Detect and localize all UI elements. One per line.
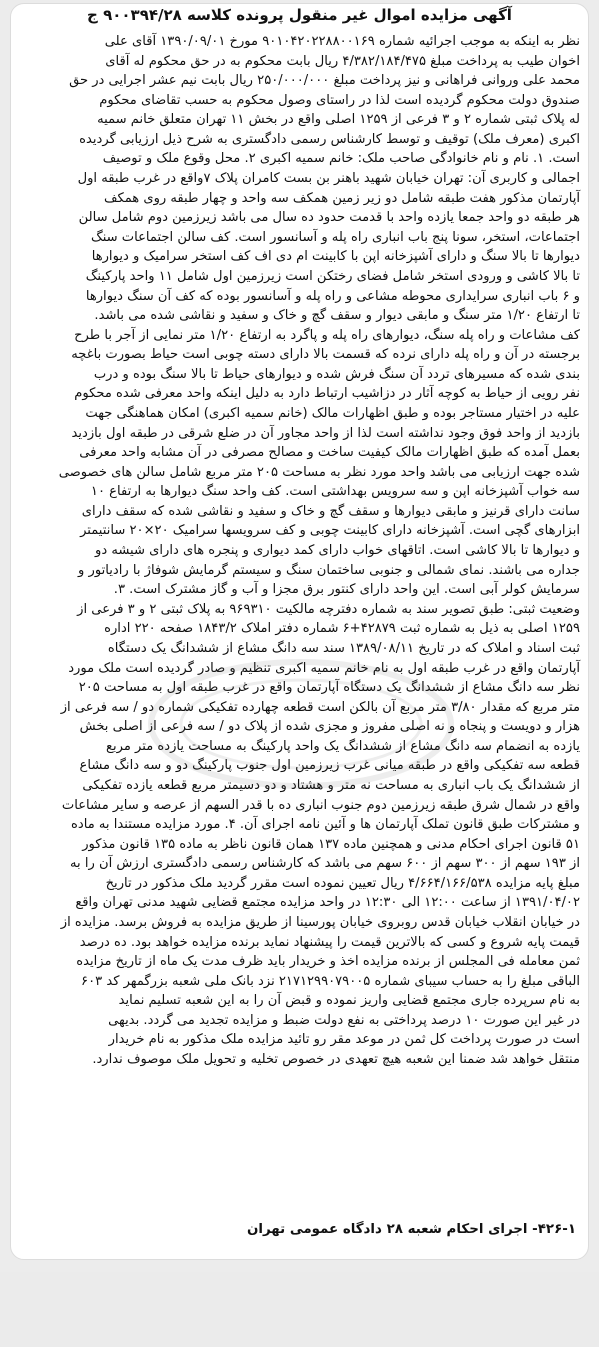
notice-line: برجسته در آن و راه پله دارای نرده که قسمت بالا دارای دسته چوبی است حیاط بصورت باغچه <box>71 347 580 363</box>
notice-line: نفر رویی از حیاط به کوچه آثار در دزاشیب ارتباط دارد به دلیل اینکه واحد معرفی شده محکوم <box>74 386 580 402</box>
notice-line: و مشترکات طبق قانون تملک آپارتمان ها و آئین نامه اجرای آن. ۴. مورد مزایده مستندا به ماده <box>71 817 580 833</box>
notice-line: و دیوارها تا بالا کاشی است. اتاقهای خواب دارای کمد دیواری و پنجره های دارای شیشه دو <box>95 543 580 559</box>
notice-line: ابزارهای گچی است. آشپزخانه دارای کابینت چوبی و کف سرویسها سرامیک ۲۰×۲۰ سانتیمتر <box>80 523 580 539</box>
notice-line: هزار و دویست و پنجاه و نه اصلی مفروز و مجزی شده از پلاک دو / سه فرعی از اصلی بخش <box>79 719 580 735</box>
notice-line: است در صورت پرداخت کل ثمن در موعد مقر رو تائید مزایده ملک مذکور به نام خریدار <box>108 1032 580 1048</box>
notice-line: ثبت اسناد و املاک که در تاریخ ۱۳۸۹/۰۸/۱۱ سند سه دانگ مشاع از ششدانگ یک دستگاه <box>107 640 580 656</box>
notice-body <box>19 32 580 1070</box>
notice-line: در خیابان انقلاب خیابان قدس روبروی خیابان پورسینا از طریق مزایده به فروش برسد. مزایده از <box>60 915 580 931</box>
auction-notice-card <box>10 3 589 1260</box>
notice-line: صندوق دولت محکوم گردیده است لذا در راستای وصول محکوم به حسب تقاضای محکوم <box>99 92 580 108</box>
notice-line: قطعه سه تفکیکی واقع در طبقه میانی غرب زیرزمین اول جنوب پارکینگ دو و سه دانگ مشاع <box>79 758 580 774</box>
notice-line: شده جهت ارزیابی می باشد واحد مورد نظر به مساحت ۲۰۵ متر مربع شامل سالن های خصوصی <box>58 464 580 480</box>
notice-line: به نام سرپرده جاری مجتمع قضایی واریز نموده و قبض آن را به این شعبه تسلیم نماید <box>118 993 580 1009</box>
notice-line: له پلاک ثبتی شماره ۲ و ۳ فرعی از ۱۲۵۹ اصلی واقع در بخش ۱۱ تهران متعلق خانم سمیه <box>97 112 580 128</box>
notice-line: نظر به اینکه به موجب اجرائیه شماره ۹۰۱۰۴۲۰۲۲۸۸۰۰۱۶۹ مورخ ۱۳۹۰/۰۹/۰۱ آقای علی <box>104 34 580 49</box>
notice-line: اجمالی و کاربری آن: تهران خیابان شهید باهنر بن بست کامران پلاک ۷واقع در غرب طبقه اول <box>77 171 580 187</box>
notice-line: اجتماعات، استخر، سونا پنج باب انباری راه پله و آسانسور است. کف سالن اجتماعات سنگ <box>90 229 580 245</box>
bottom-margin <box>0 1272 599 1347</box>
notice-line: سانت دارای قرنیز و مابقی دیوارها و سقف گچ و خاک و سفید و نقاشی شده که سقف دارای <box>81 503 580 519</box>
notice-line: نظر سه دانگ مشاع از ششدانگ یک دستگاه آپارتمان واقع در غرب طبقه اول به مساحت ۲۰۵ <box>78 680 580 696</box>
notice-line: متر مربع که مقدار ۳/۸۰ متر مربع آن بالکن است قطعه چهارده تفکیکی شماره دو / سه فرعی از <box>60 699 580 715</box>
notice-line: کف مشاعات و راه پله سنگ، دیوارهای راه پله و پاگرد به ارتفاع ۱/۲۰ متر نمایی از آجر با طرح <box>74 327 580 343</box>
notice-line: بازدید از واحد فوق وجود نداشته است لذا از واحد مجاور آن در ضلع شرقی در طبقه اول بازدید <box>71 425 580 441</box>
notice-line: اخوان طیب به پرداخت مبلغ ۴/۳۸۲/۱۸۴/۴۷۵ ریال بابت محکوم به در حق محکوم له آقای <box>105 53 580 69</box>
notice-line: سه خواب آشپزخانه اپن و سه سرویس بهداشتی است. کف واحد سنگ دیوارها به ارتفاع ۱۰ <box>90 484 580 500</box>
notice-line: مبلغ پایه مزایده ۴/۶۶۴/۱۶۶/۵۳۸ ریال تعیین نموده است مقرر گردید ملک مذکور در تاریخ <box>105 875 580 891</box>
notice-line: ۵۱ قانون اجرای احکام مدنی و همچنین ماده ۱۳۷ همان قانون ناظر به ماده ۱۳۵ قانون مذکور <box>82 836 580 852</box>
notice-line: از ۱۹۳ سهم از ۳۰۰ سهم از ۶۰۰ سهم می باشد که کارشناس رسمی دادگستری ارزش آن را به <box>70 856 580 872</box>
notice-title: آگهی مزایده اموال غیر منقول پرونده کلاسه ۹۰۰۳۹۴/۲۸ ج <box>87 6 512 24</box>
notice-line: است. ۱. نام و نام خانوادگی صاحب ملک: خانم سمیه اکبری ۲. محل وقوع ملک و توصیف <box>102 151 580 167</box>
notice-line: از ششدانگ یک باب انباری به مساحت نه متر و هشتاد و دو دسیمتر مربع قطعه یازده تفکیکی <box>82 777 580 793</box>
notice-line: آپارتمان مذکور هفت طبقه شامل دو زیر زمین همکف سه واحد و چهار طبقه روی همکف <box>103 190 580 206</box>
notice-line: واقع در شمال شرق طبقه زیرزمین دوم جنوب انباری ده با قدر السهم از عرصه و سایر مشاعات <box>61 797 580 813</box>
notice-line: ۱۲۵۹ اصلی به ذیل به شماره ثبت ۴۲۸۷۹+۶ شماره دفتر املاک ۱۸۴۳/۲ صفحه ۲۲۰ اداره <box>104 621 580 637</box>
notice-line: محمد علی وروانی فراهانی و نیز پرداخت مبلغ ۲۵۰/۰۰۰/۰۰۰ ریال بابت نیم عشر اجرایی در حق <box>69 73 580 89</box>
notice-line: الباقی مبلغ را به حساب سیبای شماره ۲۱۷۱۲۹۹۰۷۹۰۰۵ نزد بانک ملی شعبه بزرگمهر کد ۶۰۳ <box>81 973 580 989</box>
notice-line: بندی شده که مسیرهای تردد آن سنگ فرش شده و دیوارهای حیاط تا بالا سنگ بوده و درب <box>93 366 580 382</box>
notice-line: دیوارها تا بالا سنگ و دارای آشپزخانه اپن با کابینت ام دی اف کف استخر سرامیک و دیوارها <box>91 249 580 265</box>
notice-line: ثمن معامله فی المجلس از برنده مزایده اخذ و خریدار باید ظرف مدت یک ماه از تاریخ مزایده <box>76 954 580 970</box>
notice-line: جداره می باشند. نمای شمالی و جنوبی ساختمان سنگ و سیستم گرمایش شوفاژ با رادیاتور و <box>78 562 580 578</box>
notice-line: سرمایش کولر آبی است. این واحد دارای کنتور برق مجزا و آب و گاز مشترک است. ۳. <box>113 582 580 598</box>
notice-line: هر طبقه دو واحد جمعا یازده واحد با قدمت حدود ده سال می باشد زیرزمین دوم شامل سالن <box>78 210 580 226</box>
notice-line: و ۶ باب انباری سرایداری محوطه مشاعی و راه پله و آسانسور بوده که کف آن سنگ دیوارها <box>85 288 580 304</box>
notice-line: تا بالا کاشی و ورودی استخر شامل فضای رختکن است زیرزمین اول شامل ۱۱ واحد پارکینگ <box>85 268 580 284</box>
notice-line: وضعیت ثبتی: طبق تصویر سند به شماره دفترچه مالکیت ۹۶۹۳۱۰ به پلاک ثبتی ۲ و ۳ فرعی از <box>77 601 580 617</box>
notice-line: ۱۳۹۱/۰۴/۰۲ از ساعت ۱۲:۰۰ الی ۱۲:۳۰ در واحد مزایده مجتمع قضایی شهید مدنی تهران واقع <box>75 895 580 911</box>
notice-line: تا ارتفاع ۱/۲۰ متر سنگ و مابقی دیوار و سقف گچ و خاک و سفید و نقاشی شده می باشد. <box>94 308 580 324</box>
notice-line: منتقل خواهد شد ضمنا این شعبه هیچ تعهدی در خصوص تخلیه و تحویل ملک موصوف ندارد. <box>92 1052 580 1068</box>
notice-footer-signature: ۴۲۶-۱- اجرای احکام شعبه ۲۸ دادگاه عمومی تهران <box>246 1222 576 1237</box>
notice-line: بعمل آمده که طبق اظهارات مالک کیفیت ساخت و مصالح مصرفی در آن مشابه واحد معرفی <box>79 445 580 461</box>
notice-line: اکبری (معرف ملک) توقیف و توسط کارشناس رسمی دادگستری به شرح ذیل ارزیابی گردیده <box>79 131 580 147</box>
notice-line: قیمت پایه شروع و کسی که بالاترین قیمت را پیشنهاد نماید برنده مزایده خواهد بود. ده درصد <box>79 934 580 950</box>
notice-line: علیه در اختیار مستاجر بوده و طبق اظهارات مالک (خانم سمیه اکبری) امکان هماهنگی جهت <box>85 405 580 421</box>
notice-line: در غیر این صورت ۱۰ درصد پرداختی به نفع دولت ضبط و مزایده تجدید می گردد. بدیهی <box>108 1012 580 1028</box>
notice-line: آپارتمان واقع در غرب طبقه اول به نام خانم سمیه اکبری تنظیم و صادر گردیده است ملک مورد <box>68 660 580 676</box>
notice-line: یازده به انضمام سه دانگ مشاع از ششدانگ یک واحد پارکینگ به مساحت یازده متر مربع <box>106 738 580 754</box>
